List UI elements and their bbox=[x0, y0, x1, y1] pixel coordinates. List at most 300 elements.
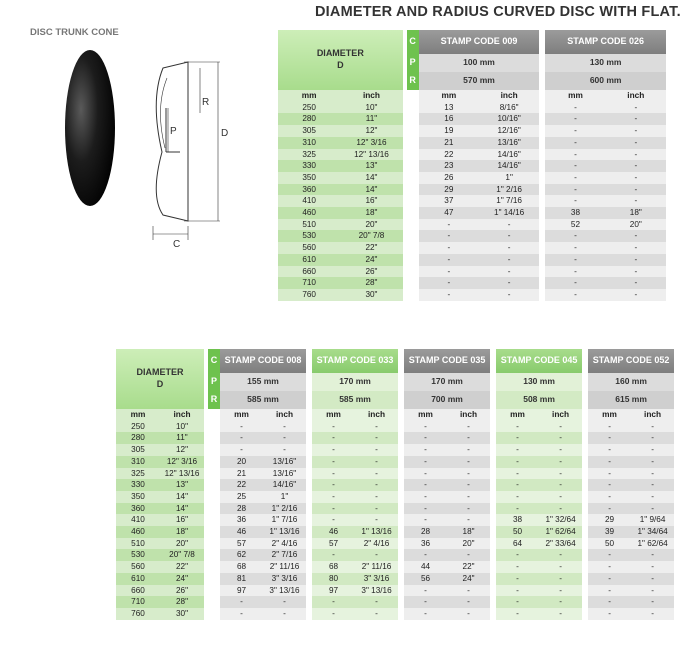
stamp-mm-cell: - bbox=[496, 585, 539, 597]
stamp-inch-cell: 2" 11/16 bbox=[355, 561, 398, 573]
stamp-mm-cell: - bbox=[404, 514, 447, 526]
table-row bbox=[116, 468, 674, 480]
stamp-inch-cell: - bbox=[479, 266, 539, 278]
stamp-inch-cell: - bbox=[606, 195, 666, 207]
stamp-inch-cell: 1" bbox=[479, 172, 539, 184]
stamp-mm-cell: 46 bbox=[220, 526, 263, 538]
stamp-mm-cell: 38 bbox=[545, 207, 605, 219]
row-label-cell: C bbox=[208, 349, 220, 373]
stamp-inch-cell: 1" 62/64 bbox=[539, 526, 582, 538]
stamp-inch-cell: - bbox=[631, 456, 674, 468]
stamp-mm-cell: - bbox=[496, 421, 539, 433]
stamp-inch-cell: - bbox=[631, 573, 674, 585]
diameter-mm-cell: 760 bbox=[278, 289, 340, 301]
table-row bbox=[278, 289, 666, 301]
gap-cell bbox=[407, 277, 419, 289]
stamp-inch-cell: 8/16" bbox=[479, 102, 539, 114]
diameter-inch-cell: 18" bbox=[340, 207, 402, 219]
stamp-r-value: 585 mm bbox=[312, 391, 398, 409]
stamp-mm-cell: 80 bbox=[312, 573, 355, 585]
table-row bbox=[278, 207, 666, 219]
stamp-inch-cell: - bbox=[606, 277, 666, 289]
stamp-mm-cell: - bbox=[220, 596, 263, 608]
stamp-mm-cell: - bbox=[312, 596, 355, 608]
stamp-mm-cell: - bbox=[404, 503, 447, 515]
stamp-mm-cell: - bbox=[545, 137, 605, 149]
unit-inch-header: inch bbox=[479, 90, 539, 102]
stamp-mm-cell: 26 bbox=[419, 172, 479, 184]
stamp-inch-cell: - bbox=[606, 289, 666, 301]
stamp-inch-cell: 20" bbox=[606, 219, 666, 231]
stamp-mm-cell: - bbox=[545, 113, 605, 125]
stamp-mm-cell: - bbox=[496, 608, 539, 620]
stamp-mm-cell: - bbox=[588, 444, 631, 456]
stamp-p-value: 100 mm bbox=[419, 54, 540, 72]
table-row bbox=[278, 149, 666, 161]
stamp-mm-cell: 21 bbox=[220, 468, 263, 480]
diameter-mm-cell: 250 bbox=[278, 102, 340, 114]
stamp-inch-cell: 2" 33/64 bbox=[539, 538, 582, 550]
stamp-inch-cell: - bbox=[447, 608, 490, 620]
stamp-inch-cell: - bbox=[606, 137, 666, 149]
diameter-mm-cell: 530 bbox=[116, 549, 160, 561]
gap-cell bbox=[407, 242, 419, 254]
gap-cell bbox=[208, 409, 220, 421]
diameter-inch-cell: 22" bbox=[340, 242, 402, 254]
table-row bbox=[278, 113, 666, 125]
gap-cell bbox=[208, 561, 220, 573]
stamp-mm-cell: 97 bbox=[220, 585, 263, 597]
gap-cell bbox=[407, 172, 419, 184]
stamp-inch-cell: - bbox=[631, 468, 674, 480]
stamp-p-value: 130 mm bbox=[496, 373, 582, 391]
diameter-inch-cell: 12" 13/16 bbox=[160, 468, 204, 480]
stamp-inch-cell: 1" 13/16 bbox=[355, 526, 398, 538]
diameter-mm-cell: 280 bbox=[278, 113, 340, 125]
table-row bbox=[116, 585, 674, 597]
diameter-inch-cell: 14" bbox=[340, 172, 402, 184]
gap-cell bbox=[208, 444, 220, 456]
gap-cell bbox=[407, 90, 419, 102]
stamp-inch-cell: 10/16" bbox=[479, 113, 539, 125]
diameter-mm-cell: 360 bbox=[278, 184, 340, 196]
stamp-r-value: 700 mm bbox=[404, 391, 490, 409]
table-row bbox=[278, 137, 666, 149]
stamp-mm-cell: - bbox=[220, 432, 263, 444]
stamp-inch-cell: 1" 2/16 bbox=[479, 184, 539, 196]
diameter-inch-cell: 16" bbox=[340, 195, 402, 207]
gap-cell bbox=[208, 608, 220, 620]
stamp-inch-cell: - bbox=[355, 479, 398, 491]
gap-cell bbox=[208, 526, 220, 538]
gap-cell bbox=[407, 266, 419, 278]
stamp-inch-cell: - bbox=[631, 549, 674, 561]
stamp-mm-cell: - bbox=[496, 456, 539, 468]
stamp-mm-cell: - bbox=[220, 444, 263, 456]
stamp-inch-cell: - bbox=[479, 219, 539, 231]
stamp-code-header: STAMP CODE 033 bbox=[312, 349, 398, 373]
diameter-mm-cell: 610 bbox=[278, 254, 340, 266]
diameter-inch-cell: 26" bbox=[340, 266, 402, 278]
stamp-mm-cell: 29 bbox=[419, 184, 479, 196]
stamp-mm-cell: - bbox=[404, 456, 447, 468]
diameter-mm-cell: 310 bbox=[116, 456, 160, 468]
stamp-inch-cell: - bbox=[631, 432, 674, 444]
stamp-inch-cell: - bbox=[447, 585, 490, 597]
stamp-inch-cell: 1" 32/64 bbox=[539, 514, 582, 526]
stamp-mm-cell: 38 bbox=[496, 514, 539, 526]
stamp-inch-cell: - bbox=[539, 503, 582, 515]
drawing-caption: DISC TRUNK CONE bbox=[30, 27, 119, 38]
diameter-inch-cell: 26" bbox=[160, 585, 204, 597]
stamp-inch-cell: - bbox=[631, 585, 674, 597]
stamp-inch-cell: 24" bbox=[447, 573, 490, 585]
stamp-inch-cell: 1" bbox=[263, 491, 306, 503]
stamp-mm-cell: - bbox=[419, 242, 479, 254]
stamp-mm-cell: - bbox=[404, 608, 447, 620]
stamp-inch-cell: - bbox=[539, 421, 582, 433]
stamp-mm-cell: - bbox=[588, 585, 631, 597]
stamp-inch-cell: - bbox=[447, 479, 490, 491]
stamp-mm-cell: - bbox=[545, 125, 605, 137]
stamp-code-header: STAMP CODE 008 bbox=[220, 349, 306, 373]
diameter-mm-cell: 310 bbox=[278, 137, 340, 149]
unit-inch-header: inch bbox=[631, 409, 674, 421]
stamp-p-value: 155 mm bbox=[220, 373, 306, 391]
diameter-inch-cell: 30" bbox=[340, 289, 402, 301]
stamp-mm-cell: 21 bbox=[419, 137, 479, 149]
diameter-mm-cell: 350 bbox=[278, 172, 340, 184]
diameter-mm-cell: 410 bbox=[278, 195, 340, 207]
gap-cell bbox=[407, 125, 419, 137]
stamp-inch-cell: - bbox=[355, 514, 398, 526]
stamp-table-1 bbox=[278, 30, 666, 301]
stamp-mm-cell: - bbox=[404, 432, 447, 444]
stamp-mm-cell: - bbox=[404, 444, 447, 456]
stamp-inch-cell: - bbox=[539, 573, 582, 585]
row-label-cell: R bbox=[208, 391, 220, 409]
stamp-mm-cell: - bbox=[496, 561, 539, 573]
stamp-inch-cell: 1" 34/64 bbox=[631, 526, 674, 538]
header-row bbox=[116, 349, 674, 373]
disc-profile-diagram bbox=[153, 62, 220, 240]
stamp-mm-cell: - bbox=[588, 468, 631, 480]
stamp-mm-cell: - bbox=[220, 421, 263, 433]
stamp-inch-cell: - bbox=[447, 596, 490, 608]
diameter-mm-cell: 460 bbox=[116, 526, 160, 538]
stamp-inch-cell: - bbox=[355, 421, 398, 433]
stamp-mm-cell: 25 bbox=[220, 491, 263, 503]
stamp-mm-cell: 97 bbox=[312, 585, 355, 597]
stamp-mm-cell: 81 bbox=[220, 573, 263, 585]
stamp-mm-cell: 56 bbox=[404, 573, 447, 585]
diameter-mm-cell: 530 bbox=[278, 230, 340, 242]
stamp-mm-cell: - bbox=[419, 219, 479, 231]
gap-cell bbox=[407, 254, 419, 266]
diameter-inch-cell: 10" bbox=[340, 102, 402, 114]
label-p: P bbox=[170, 126, 177, 137]
diameter-inch-cell: 11" bbox=[160, 432, 204, 444]
gap-cell bbox=[407, 219, 419, 231]
stamp-inch-cell: - bbox=[355, 456, 398, 468]
stamp-mm-cell: - bbox=[404, 596, 447, 608]
stamp-mm-cell: - bbox=[588, 456, 631, 468]
stamp-mm-cell: 57 bbox=[220, 538, 263, 550]
table-row bbox=[116, 456, 674, 468]
stamp-inch-cell: - bbox=[631, 421, 674, 433]
stamp-mm-cell: 28 bbox=[220, 503, 263, 515]
unit-mm-header: mm bbox=[545, 90, 605, 102]
table-row bbox=[116, 538, 674, 550]
stamp-inch-cell: 18" bbox=[447, 526, 490, 538]
stamp-inch-cell: - bbox=[263, 444, 306, 456]
diameter-inch-cell: 24" bbox=[160, 573, 204, 585]
header-row bbox=[278, 30, 666, 54]
stamp-mm-cell: - bbox=[545, 230, 605, 242]
stamp-mm-cell: - bbox=[588, 573, 631, 585]
gap-cell bbox=[208, 421, 220, 433]
stamp-mm-cell: 47 bbox=[419, 207, 479, 219]
stamp-inch-cell: 14/16" bbox=[479, 149, 539, 161]
stamp-mm-cell: - bbox=[496, 573, 539, 585]
table-row bbox=[116, 421, 674, 433]
stamp-mm-cell: 23 bbox=[419, 160, 479, 172]
diameter-mm-cell: 305 bbox=[116, 444, 160, 456]
stamp-mm-cell: - bbox=[419, 289, 479, 301]
stamp-mm-cell: 28 bbox=[404, 526, 447, 538]
stamp-inch-cell: - bbox=[355, 549, 398, 561]
stamp-inch-cell: - bbox=[631, 596, 674, 608]
stamp-inch-cell: - bbox=[263, 421, 306, 433]
diameter-inch-cell: 12" bbox=[340, 125, 402, 137]
diameter-inch-cell: 18" bbox=[160, 526, 204, 538]
stamp-inch-cell: 1" 7/16 bbox=[479, 195, 539, 207]
stamp-inch-cell: - bbox=[606, 254, 666, 266]
stamp-inch-cell: - bbox=[539, 608, 582, 620]
stamp-mm-cell: 13 bbox=[419, 102, 479, 114]
stamp-mm-cell: 37 bbox=[419, 195, 479, 207]
stamp-mm-cell: - bbox=[545, 102, 605, 114]
table-row bbox=[116, 444, 674, 456]
stamp-inch-cell: 13/16" bbox=[479, 137, 539, 149]
gap-cell bbox=[208, 585, 220, 597]
stamp-inch-cell: 2" 7/16 bbox=[263, 549, 306, 561]
stamp-inch-cell: - bbox=[479, 289, 539, 301]
stamp-inch-cell: 2" 4/16 bbox=[263, 538, 306, 550]
stamp-inch-cell: - bbox=[539, 444, 582, 456]
diameter-mm-cell: 325 bbox=[116, 468, 160, 480]
stamp-mm-cell: 68 bbox=[312, 561, 355, 573]
diameter-mm-cell: 305 bbox=[278, 125, 340, 137]
stamp-inch-cell: - bbox=[539, 561, 582, 573]
gap-cell bbox=[407, 184, 419, 196]
diameter-inch-cell: 24" bbox=[340, 254, 402, 266]
gap-cell bbox=[407, 137, 419, 149]
stamp-inch-cell: 13/16" bbox=[263, 468, 306, 480]
gap-cell bbox=[407, 102, 419, 114]
diameter-mm-cell: 330 bbox=[278, 160, 340, 172]
stamp-r-value: 570 mm bbox=[419, 72, 540, 90]
stamp-inch-cell: - bbox=[263, 608, 306, 620]
stamp-inch-cell: - bbox=[263, 596, 306, 608]
stamp-inch-cell: 22" bbox=[447, 561, 490, 573]
diameter-mm-cell: 610 bbox=[116, 573, 160, 585]
stamp-mm-cell: 29 bbox=[588, 514, 631, 526]
stamp-inch-cell: - bbox=[447, 444, 490, 456]
stamp-inch-cell: - bbox=[479, 242, 539, 254]
stamp-inch-cell: - bbox=[355, 444, 398, 456]
page-title: DIAMETER AND RADIUS CURVED DISC WITH FLAT. bbox=[315, 4, 681, 20]
disc-drawing bbox=[58, 48, 233, 248]
diameter-inch-cell: 30" bbox=[160, 608, 204, 620]
stamp-inch-cell: - bbox=[606, 184, 666, 196]
unit-mm-header: mm bbox=[419, 90, 479, 102]
stamp-inch-cell: - bbox=[355, 432, 398, 444]
unit-inch-header: inch bbox=[447, 409, 490, 421]
unit-inch-header: inch bbox=[355, 409, 398, 421]
stamp-mm-cell: 64 bbox=[496, 538, 539, 550]
table-row bbox=[278, 160, 666, 172]
stamp-r-value: 615 mm bbox=[588, 391, 674, 409]
stamp-inch-cell: - bbox=[263, 432, 306, 444]
stamp-inch-cell: - bbox=[606, 266, 666, 278]
diameter-mm-cell: 510 bbox=[116, 538, 160, 550]
gap-cell bbox=[407, 195, 419, 207]
gap-cell bbox=[208, 549, 220, 561]
gap-cell bbox=[208, 596, 220, 608]
stamp-inch-cell: 12/16" bbox=[479, 125, 539, 137]
stamp-mm-cell: 52 bbox=[545, 219, 605, 231]
stamp-mm-cell: - bbox=[588, 421, 631, 433]
stamp-mm-cell: 44 bbox=[404, 561, 447, 573]
stamp-inch-cell: - bbox=[539, 479, 582, 491]
diameter-inch-cell: 20" bbox=[160, 538, 204, 550]
stamp-inch-cell: 14/16" bbox=[479, 160, 539, 172]
table-row bbox=[278, 219, 666, 231]
table-row bbox=[278, 184, 666, 196]
stamp-inch-cell: - bbox=[606, 149, 666, 161]
stamp-inch-cell: - bbox=[447, 432, 490, 444]
stamp-p-value: 170 mm bbox=[404, 373, 490, 391]
row-label-cell: P bbox=[407, 54, 419, 72]
gap-cell bbox=[407, 149, 419, 161]
stamp-mm-cell: - bbox=[545, 254, 605, 266]
stamp-mm-cell: - bbox=[588, 491, 631, 503]
unit-mm-header: mm bbox=[220, 409, 263, 421]
gap-cell bbox=[407, 160, 419, 172]
stamp-r-value: 508 mm bbox=[496, 391, 582, 409]
unit-inch-header: inch bbox=[263, 409, 306, 421]
stamp-mm-cell: - bbox=[496, 432, 539, 444]
diameter-mm-cell: 660 bbox=[278, 266, 340, 278]
label-c: C bbox=[173, 239, 181, 248]
stamp-mm-cell: - bbox=[404, 549, 447, 561]
stamp-inch-cell: - bbox=[447, 421, 490, 433]
table-row bbox=[278, 230, 666, 242]
stamp-inch-cell: 1" 14/16 bbox=[479, 207, 539, 219]
diameter-mm-cell: 325 bbox=[278, 149, 340, 161]
diameter-mm-cell: 510 bbox=[278, 219, 340, 231]
diameter-mm-cell: 710 bbox=[278, 277, 340, 289]
stamp-mm-cell: - bbox=[312, 444, 355, 456]
row-label-cell: R bbox=[407, 72, 419, 90]
stamp-mm-cell: - bbox=[545, 266, 605, 278]
stamp-inch-cell: 1" 62/64 bbox=[631, 538, 674, 550]
stamp-inch-cell: 3" 3/16 bbox=[263, 573, 306, 585]
stamp-code-header: STAMP CODE 045 bbox=[496, 349, 582, 373]
stamp-inch-cell: 3" 3/16 bbox=[355, 573, 398, 585]
stamp-mm-cell: - bbox=[496, 444, 539, 456]
stamp-mm-cell: - bbox=[545, 195, 605, 207]
stamp-r-value: 600 mm bbox=[545, 72, 666, 90]
stamp-mm-cell: - bbox=[312, 468, 355, 480]
table-row bbox=[116, 573, 674, 585]
diameter-mm-cell: 710 bbox=[116, 596, 160, 608]
table-row bbox=[116, 503, 674, 515]
diameter-inch-cell: 12" 3/16 bbox=[160, 456, 204, 468]
unit-mm-header: mm bbox=[116, 409, 160, 421]
stamp-p-value: 170 mm bbox=[312, 373, 398, 391]
gap-cell bbox=[208, 468, 220, 480]
stamp-mm-cell: - bbox=[496, 596, 539, 608]
stamp-inch-cell: - bbox=[631, 561, 674, 573]
stamp-inch-cell: - bbox=[606, 160, 666, 172]
table-row bbox=[278, 254, 666, 266]
label-r: R bbox=[202, 97, 210, 108]
stamp-inch-cell: - bbox=[447, 503, 490, 515]
diameter-inch-cell: 10" bbox=[160, 421, 204, 433]
stamp-inch-cell: 20" bbox=[447, 538, 490, 550]
stamp-inch-cell: - bbox=[447, 491, 490, 503]
label-d: D bbox=[221, 128, 229, 139]
stamp-inch-cell: - bbox=[447, 468, 490, 480]
stamp-r-value: 585 mm bbox=[220, 391, 306, 409]
unit-mm-header: mm bbox=[588, 409, 631, 421]
gap-cell bbox=[208, 503, 220, 515]
stamp-mm-cell: 19 bbox=[419, 125, 479, 137]
stamp-mm-cell: - bbox=[419, 254, 479, 266]
stamp-mm-cell: - bbox=[496, 503, 539, 515]
stamp-mm-cell: - bbox=[588, 561, 631, 573]
stamp-mm-cell: - bbox=[588, 596, 631, 608]
stamp-mm-cell: - bbox=[312, 432, 355, 444]
stamp-mm-cell: - bbox=[312, 491, 355, 503]
diameter-inch-cell: 13" bbox=[340, 160, 402, 172]
stamp-inch-cell: - bbox=[355, 468, 398, 480]
stamp-inch-cell: - bbox=[539, 596, 582, 608]
stamp-code-header: STAMP CODE 009 bbox=[419, 30, 540, 54]
diameter-inch-cell: 11" bbox=[340, 113, 402, 125]
diameter-inch-cell: 20" 7/8 bbox=[160, 549, 204, 561]
stamp-inch-cell: 1" 7/16 bbox=[263, 514, 306, 526]
stamp-mm-cell: 62 bbox=[220, 549, 263, 561]
table-row bbox=[116, 432, 674, 444]
stamp-inch-cell: - bbox=[631, 503, 674, 515]
gap-cell bbox=[208, 514, 220, 526]
diameter-mm-cell: 360 bbox=[116, 503, 160, 515]
gap-cell bbox=[208, 538, 220, 550]
stamp-mm-cell: - bbox=[588, 503, 631, 515]
gap-cell bbox=[208, 491, 220, 503]
diameter-mm-cell: 460 bbox=[278, 207, 340, 219]
stamp-inch-cell: 1" 2/16 bbox=[263, 503, 306, 515]
unit-mm-header: mm bbox=[312, 409, 355, 421]
diameter-header: DIAMETER D bbox=[278, 30, 403, 90]
stamp-mm-cell: - bbox=[312, 421, 355, 433]
stamp-mm-cell: - bbox=[545, 172, 605, 184]
stamp-code-header: STAMP CODE 035 bbox=[404, 349, 490, 373]
disc-photo-icon bbox=[65, 50, 115, 206]
